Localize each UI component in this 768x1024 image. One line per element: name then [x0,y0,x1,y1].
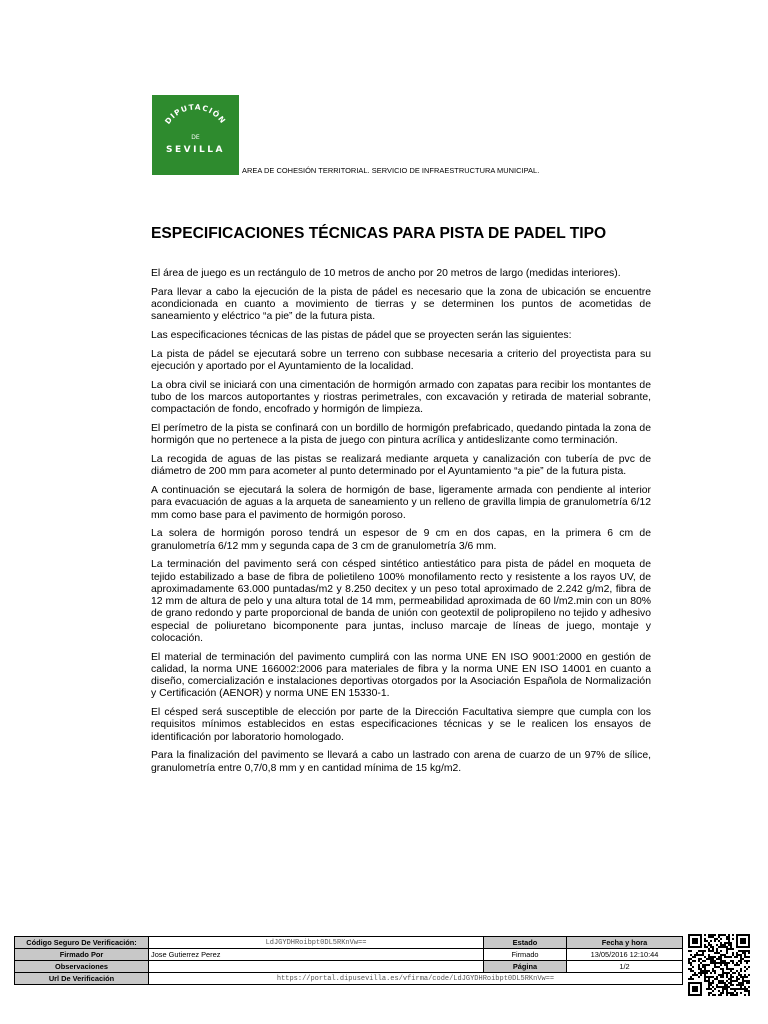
paragraph: La pista de pádel se ejecutará sobre un terreno con subbase necesaria a criterio del proyectista para su ejecución y aportado por el Ayuntamiento de la localidad. [151,348,651,372]
table-row [15,961,683,973]
document-title: ESPECIFICACIONES TÉCNICAS PARA PISTA DE PADEL TIPO [151,225,607,242]
paragraph: La obra civil se iniciará con una cimentación de hormigón armado con zapatas para recibir los montantes de tubo de los marcos autoportantes y riostras perimetrales, con excavación y retirada de material sobrante, compactación de fondo, encofrado y hormigón de limpieza. [151,379,651,416]
estado-value: Firmado [484,949,567,961]
observaciones-label: Observaciones [15,961,149,973]
url-label: Url De Verificación [15,973,149,985]
pagina-value: 1/2 [567,961,683,973]
paragraph: La solera de hormigón poroso tendrá un espesor de 9 cm en dos capas, en la primera 6 cm de granulometría 6/12 mm y segunda capa de 3 cm de granulometría 3/6 mm. [151,528,651,552]
estado-label: Estado [484,937,567,949]
diputacion-logo [152,95,239,175]
table-row [15,937,683,949]
firmado-por-label: Firmado Por [15,949,149,961]
paragraph: A continuación se ejecutará la solera de hormigón de base, ligeramente armada con pendiente al interior para evacuación de aguas a la arqueta de saneamiento y un relleno de gravilla limpia de granulometría 6/12 mm como base para el pavimento de hormigón poroso. [151,485,651,521]
paragraph: Para llevar a cabo la ejecución de la pista de pádel es necesario que la zona de ubicación se encuentre acondicionada en cuanto a movimiento de tierras y se determinen los puntos de acometidas de saneamiento y eléctrico “a pie” de la futura pista. [151,286,651,323]
document-body [151,268,651,781]
paragraph: La recogida de aguas de las pistas se realizará mediante arqueta y canalización con tubería de pvc de diámetro de 200 mm para acometer al punto determinado por el Ayuntamiento “a pie” de la futura pista. [151,454,651,478]
logo-arc-text: DIPUTACIÓN [163,102,228,126]
verification-url-link[interactable]: https://portal.dipusevilla.es/vfirma/code/LdJGYDHRoibpt0DL5RKnVw== [149,973,683,985]
csv-label: Código Seguro De Verificación: [15,937,149,949]
firmado-por-value: Jose Gutierrez Perez [149,949,484,961]
paragraph: Las especificaciones técnicas de las pistas de pádel que se proyecten serán las siguientes: [151,330,572,341]
table-row [15,973,683,985]
observaciones-value [149,961,484,973]
paragraph: El área de juego es un rectángulo de 10 metros de ancho por 20 metros de largo (medidas interiores). [151,268,621,279]
paragraph: El perímetro de la pista se confinará con un bordillo de hormigón prefabricado, quedando pintada la zona de hormigón que no pertenece a la pista de juego con pintura acrílica y antideslizante como terminación. [151,423,651,447]
logo-de-text: DE [191,134,200,141]
logo-sevilla-text: SEVILLA [166,145,225,155]
pagina-label: Página [484,961,567,973]
svg-text:DIPUTACIÓN [163,102,228,125]
department-header: AREA DE COHESIÓN TERRITORIAL. SERVICIO DE INFRAESTRUCTURA MUNICIPAL. [242,166,540,175]
qr-code-icon[interactable] [688,934,750,996]
signature-table [14,936,683,985]
paragraph: El césped será susceptible de elección por parte de la Dirección Facultativa siempre que cumpla con los requisitos mínimos establecidos en estas especificaciones técnicas y se le realicen los ensayos de identificación por laboratorio homologado. [151,707,651,743]
paragraph: El material de terminación del pavimento cumplirá con las norma UNE EN ISO 9001:2000 en gestión de calidad, la norma UNE 166002:2006 para materiales de fibra y la norma UNE EN ISO 14001 en cuanto a diseño, comercialización e instalaciones deportivas otorgados por la Asociación Española de Normalización y Certificación (AENOR) y norma UNE EN 15330-1. [151,651,651,700]
table-row [15,949,683,961]
csv-value: LdJGYDHRoibpt0DL5RKnVw== [149,937,484,949]
paragraph: La terminación del pavimento será con césped sintético antiestático para pista de pádel en moqueta de tejido estabilizado a base de fibra de polietileno 100% monofilamento recto y resistente a los rayos UV, de aproximadamente 63.000 puntadas/m2 y 8.250 decitex y un peso total aproximado de 2.242 g/m2, fibra de 12 mm de altura de pelo y una altura total de 14 mm, permeabilidad aproximada de 60 l/m2.min con un 80% de grano redondo y parte proporcional de banda de unión con geotextil de polipropileno no tejido y adhesivo especial de poliuretano bicomponente para juntas, incluso marcaje de líneas de juego, montaje y colocación. [151,559,651,644]
fecha-value: 13/05/2016 12:10:44 [567,949,683,961]
paragraph: Para la finalización del pavimento se llevará a cabo un lastrado con arena de cuarzo de un 97% de sílice, granulometría entre 0,7/0,8 mm y en cantidad mínima de 15 kg/m2. [151,750,651,774]
fecha-label: Fecha y hora [567,937,683,949]
